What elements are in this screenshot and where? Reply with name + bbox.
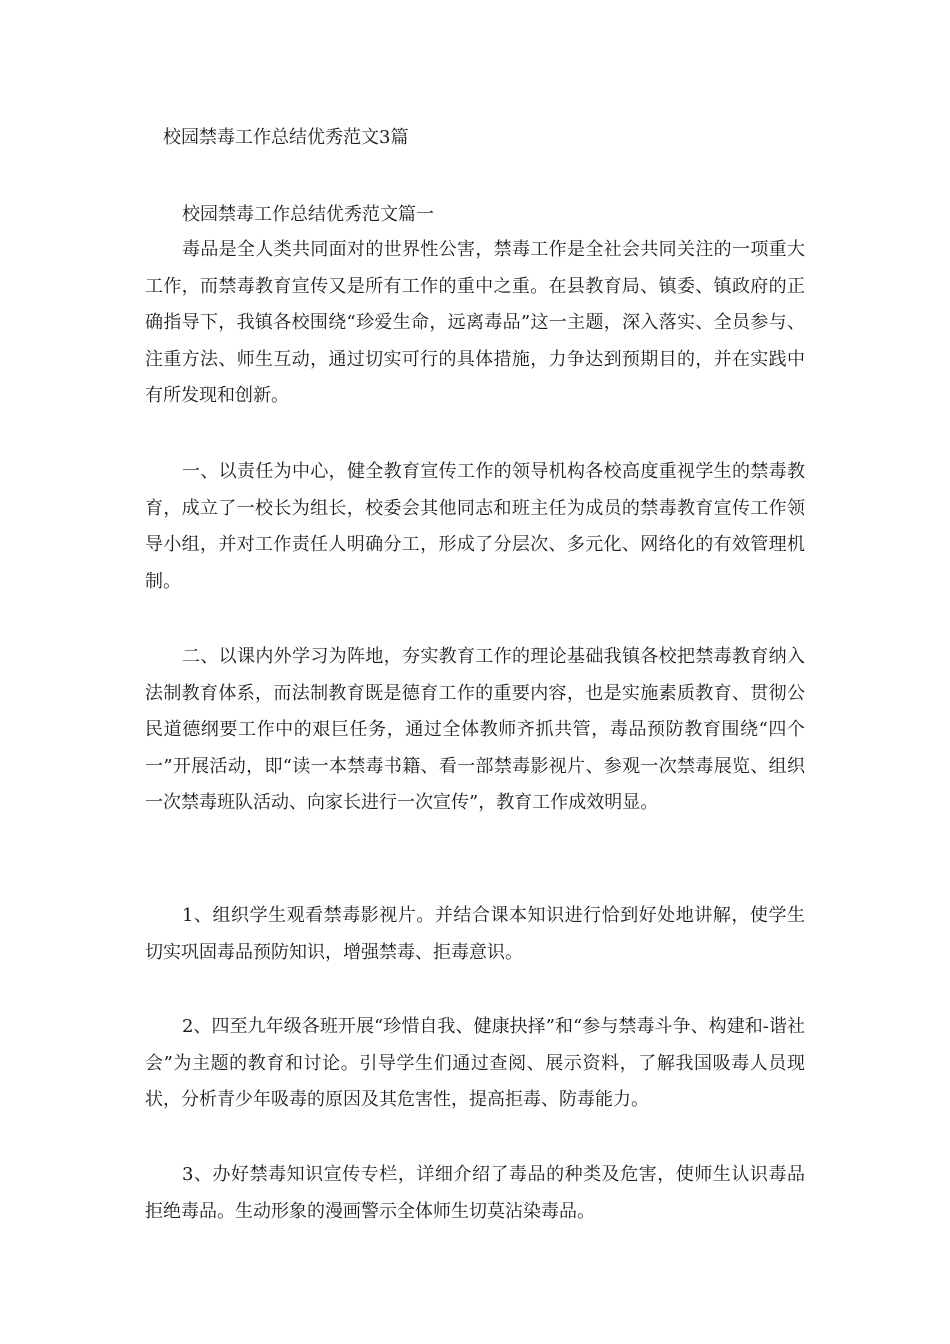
- paragraph-item-3: 3、办好禁毒知识宣传专栏，详细介绍了毒品的种类及危害，使师生认识毒品拒绝毒品。生动形象的漫画警示全体师生切莫沾染毒品。: [145, 1164, 805, 1222]
- paragraph-classroom: 二、以课内外学习为阵地，夯实教育工作的理论基础我镇各校把禁毒教育纳入法制教育体系，而法制教育既是德育工作的重要内容，也是实施素质教育、贯彻公民道德纲要工作中的艰巨任务，通过全体教师齐抓共管，毒品预防教育围绕“四个一”开展活动，即“读一本禁毒书籍、看一部禁毒影视片、参观一次禁毒展览、组织一次禁毒班队活动、向家长进行一次宣传”，教育工作成效明显。: [145, 646, 805, 814]
- paragraph-item-1: 1、组织学生观看禁毒影视片。并结合课本知识进行恰到好处地讲解，使学生切实巩固毒品预防知识，增强禁毒、拒毒意识。: [145, 905, 805, 963]
- document-title: 校园禁毒工作总结优秀范文3篇: [163, 127, 409, 148]
- paragraph-item-2: 2、四至九年级各班开展“珍惜自我、健康抉择”和“参与禁毒斗争、构建和-谐社会”为主题的教育和讨论。引导学生们通过查阅、展示资料，了解我国吸毒人员现状，分析青少年吸毒的原因及其危害性，提高拒毒、防毒能力。: [145, 1016, 805, 1111]
- section-title: 校园禁毒工作总结优秀范文篇一: [182, 204, 434, 225]
- paragraph-responsibility: 一、以责任为中心，健全教育宣传工作的领导机构各校高度重视学生的禁毒教育，成立了一校长为组长，校委会其他同志和班主任为成员的禁毒教育宣传工作领导小组，并对工作责任人明确分工，形成了分层次、多元化、网络化的有效管理机制。: [145, 461, 805, 592]
- paragraph-intro: 毒品是全人类共同面对的世界性公害，禁毒工作是全社会共同关注的一项重大工作，而禁毒教育宣传又是所有工作的重中之重。在县教育局、镇委、镇政府的正确指导下，我镇各校围绕“珍爱生命，远离毒品”这一主题，深入落实、全员参与、注重方法、师生互动，通过切实可行的具体措施，力争达到预期目的，并在实践中有所发现和创新。: [145, 239, 805, 407]
